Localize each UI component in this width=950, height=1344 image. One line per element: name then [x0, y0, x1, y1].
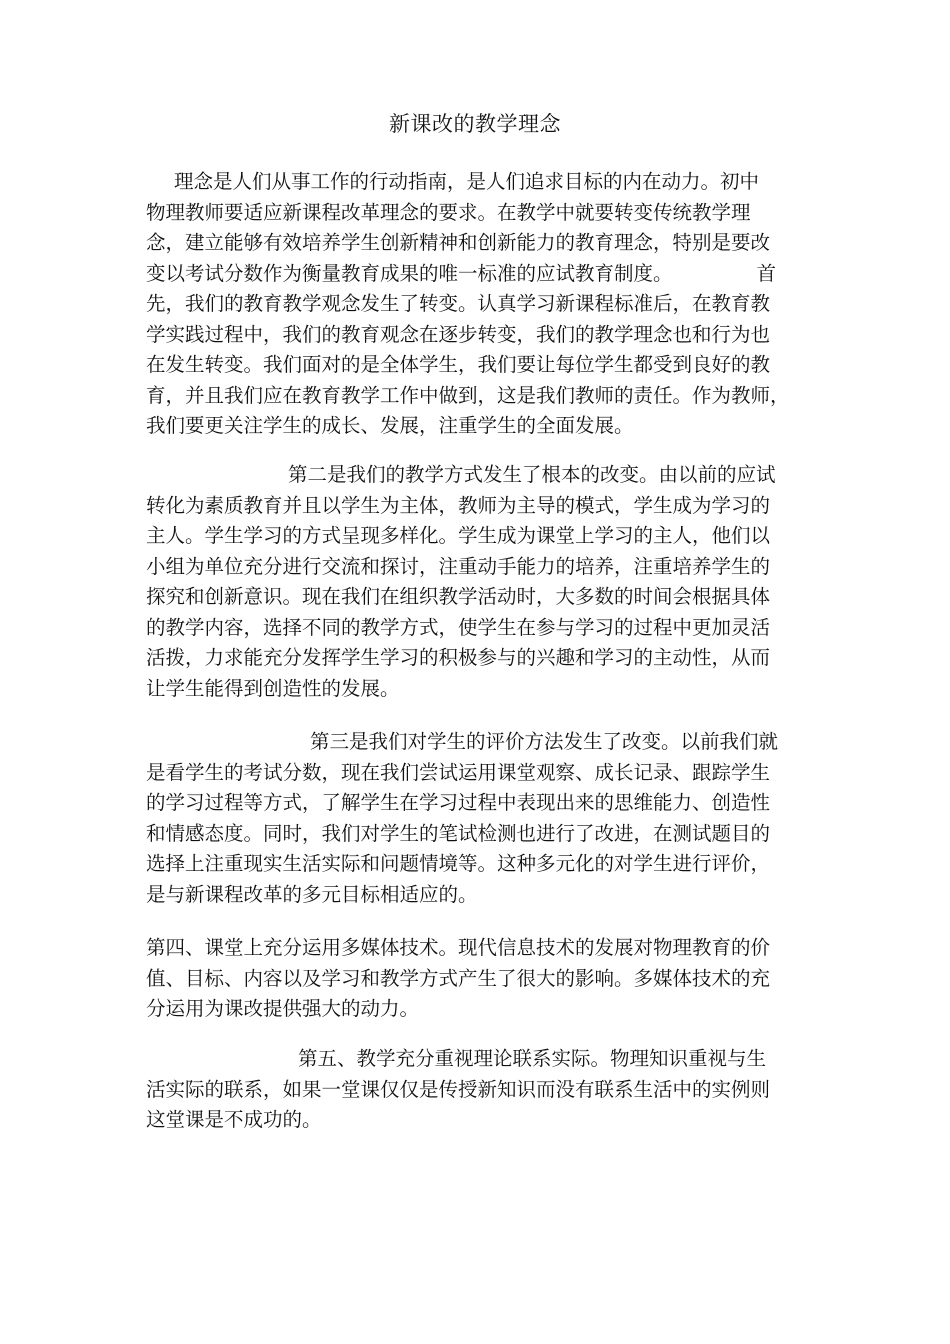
paragraph-line: 学实践过程中，我们的教育观念在逐步转变，我们的教学理念也和行为也: [146, 322, 771, 346]
paragraph-line: 的学习过程等方式，了解学生在学习过程中表现出来的思维能力、创造性: [146, 791, 771, 814]
document-title: 新课改的教学理念: [389, 112, 561, 136]
paragraph-line: 第五、教学充分重视理论联系实际。物理知识重视与生: [298, 1047, 767, 1070]
paragraph-line: 第三是我们对学生的评价方法发生了改变。以前我们就: [310, 730, 779, 753]
paragraph-1: [146, 167, 810, 442]
paragraph-line: 分运用为课改提供强大的动力。: [146, 997, 420, 1020]
paragraph-line: 值、目标、内容以及学习和教学方式产生了很大的影响。多媒体技术的充: [146, 966, 771, 990]
paragraph-line: 转化为素质教育并且以学生为主体，教师为主导的模式，学生成为学习的: [146, 493, 771, 517]
paragraph-line: 活实际的联系，如果一堂课仅仅是传授新知识而没有联系生活中的实例则: [146, 1077, 771, 1101]
paragraph-line: 第二是我们的教学方式发生了根本的改变。由以前的应试: [288, 463, 776, 486]
paragraph-line: 物理教师要适应新课程改革理念的要求。在教学中就要转变传统教学理: [146, 200, 751, 224]
paragraph-5: [146, 1044, 810, 1136]
paragraph-line: 先，我们的教育教学观念发生了转变。认真学习新课程标准后，在教育教: [146, 292, 771, 315]
paragraph-line: 我们要更关注学生的成长、发展，注重学生的全面发展。: [146, 414, 634, 437]
paragraph-line: 是看学生的考试分数，现在我们尝试运用课堂观察、成长记录、跟踪学生: [146, 760, 771, 784]
paragraph-line: 念，建立能够有效培养学生创新精神和创新能力的教育理念，特别是要改: [146, 231, 771, 254]
paragraph-line: [146, 259, 810, 290]
paragraph-line: 主人。学生学习的方式呈现多样化。学生成为课堂上学习的主人，他们以: [146, 524, 771, 547]
paragraph-line: 是与新课程改革的多元目标相适应的。: [146, 882, 478, 906]
paragraph-line: 第四、课堂上充分运用多媒体技术。现代信息技术的发展对物理教育的价: [146, 936, 771, 959]
paragraph-line: 理念是人们从事工作的行动指南，是人们追求目标的内在动力。初中: [174, 170, 760, 193]
paragraph-line: 育，并且我们应在教育教学工作中做到，这是我们教师的责任。作为教师，: [146, 383, 790, 407]
paragraph-line: 活拨，力求能充分发挥学生学习的积极参与的兴趣和学习的主动性，从而: [146, 646, 771, 669]
paragraph-line: 选择上注重现实生活实际和问题情境等。这种多元化的对学生进行评价，: [146, 852, 771, 875]
paragraph-2: [146, 460, 810, 704]
paragraph-line: 和情感态度。同时，我们对学生的笔试检测也进行了改进，在测试题目的: [146, 821, 771, 845]
paragraph-line: 在发生转变。我们面对的是全体学生，我们要让每位学生都受到良好的教: [146, 353, 771, 376]
paragraph-3: [146, 727, 810, 910]
paragraph-line-text: 变以考试分数作为衡量教育成果的唯一标准的应试教育制度。: [146, 261, 673, 285]
paragraph-line: 小组为单位充分进行交流和探讨，注重动手能力的培养，注重培养学生的: [146, 554, 771, 578]
paragraph-4: [146, 933, 810, 1025]
paragraph-line: 的教学内容，选择不同的教学方式，使学生在参与学习的过程中更加灵活: [146, 615, 771, 639]
paragraph-line: 探究和创新意识。现在我们在组织教学活动时，大多数的时间会根据具体: [146, 585, 771, 608]
paragraph-line-tail: 首: [756, 261, 777, 285]
paragraph-line: 这堂课是不成功的。: [146, 1108, 322, 1131]
paragraph-line: 让学生能得到创造性的发展。: [146, 676, 400, 700]
